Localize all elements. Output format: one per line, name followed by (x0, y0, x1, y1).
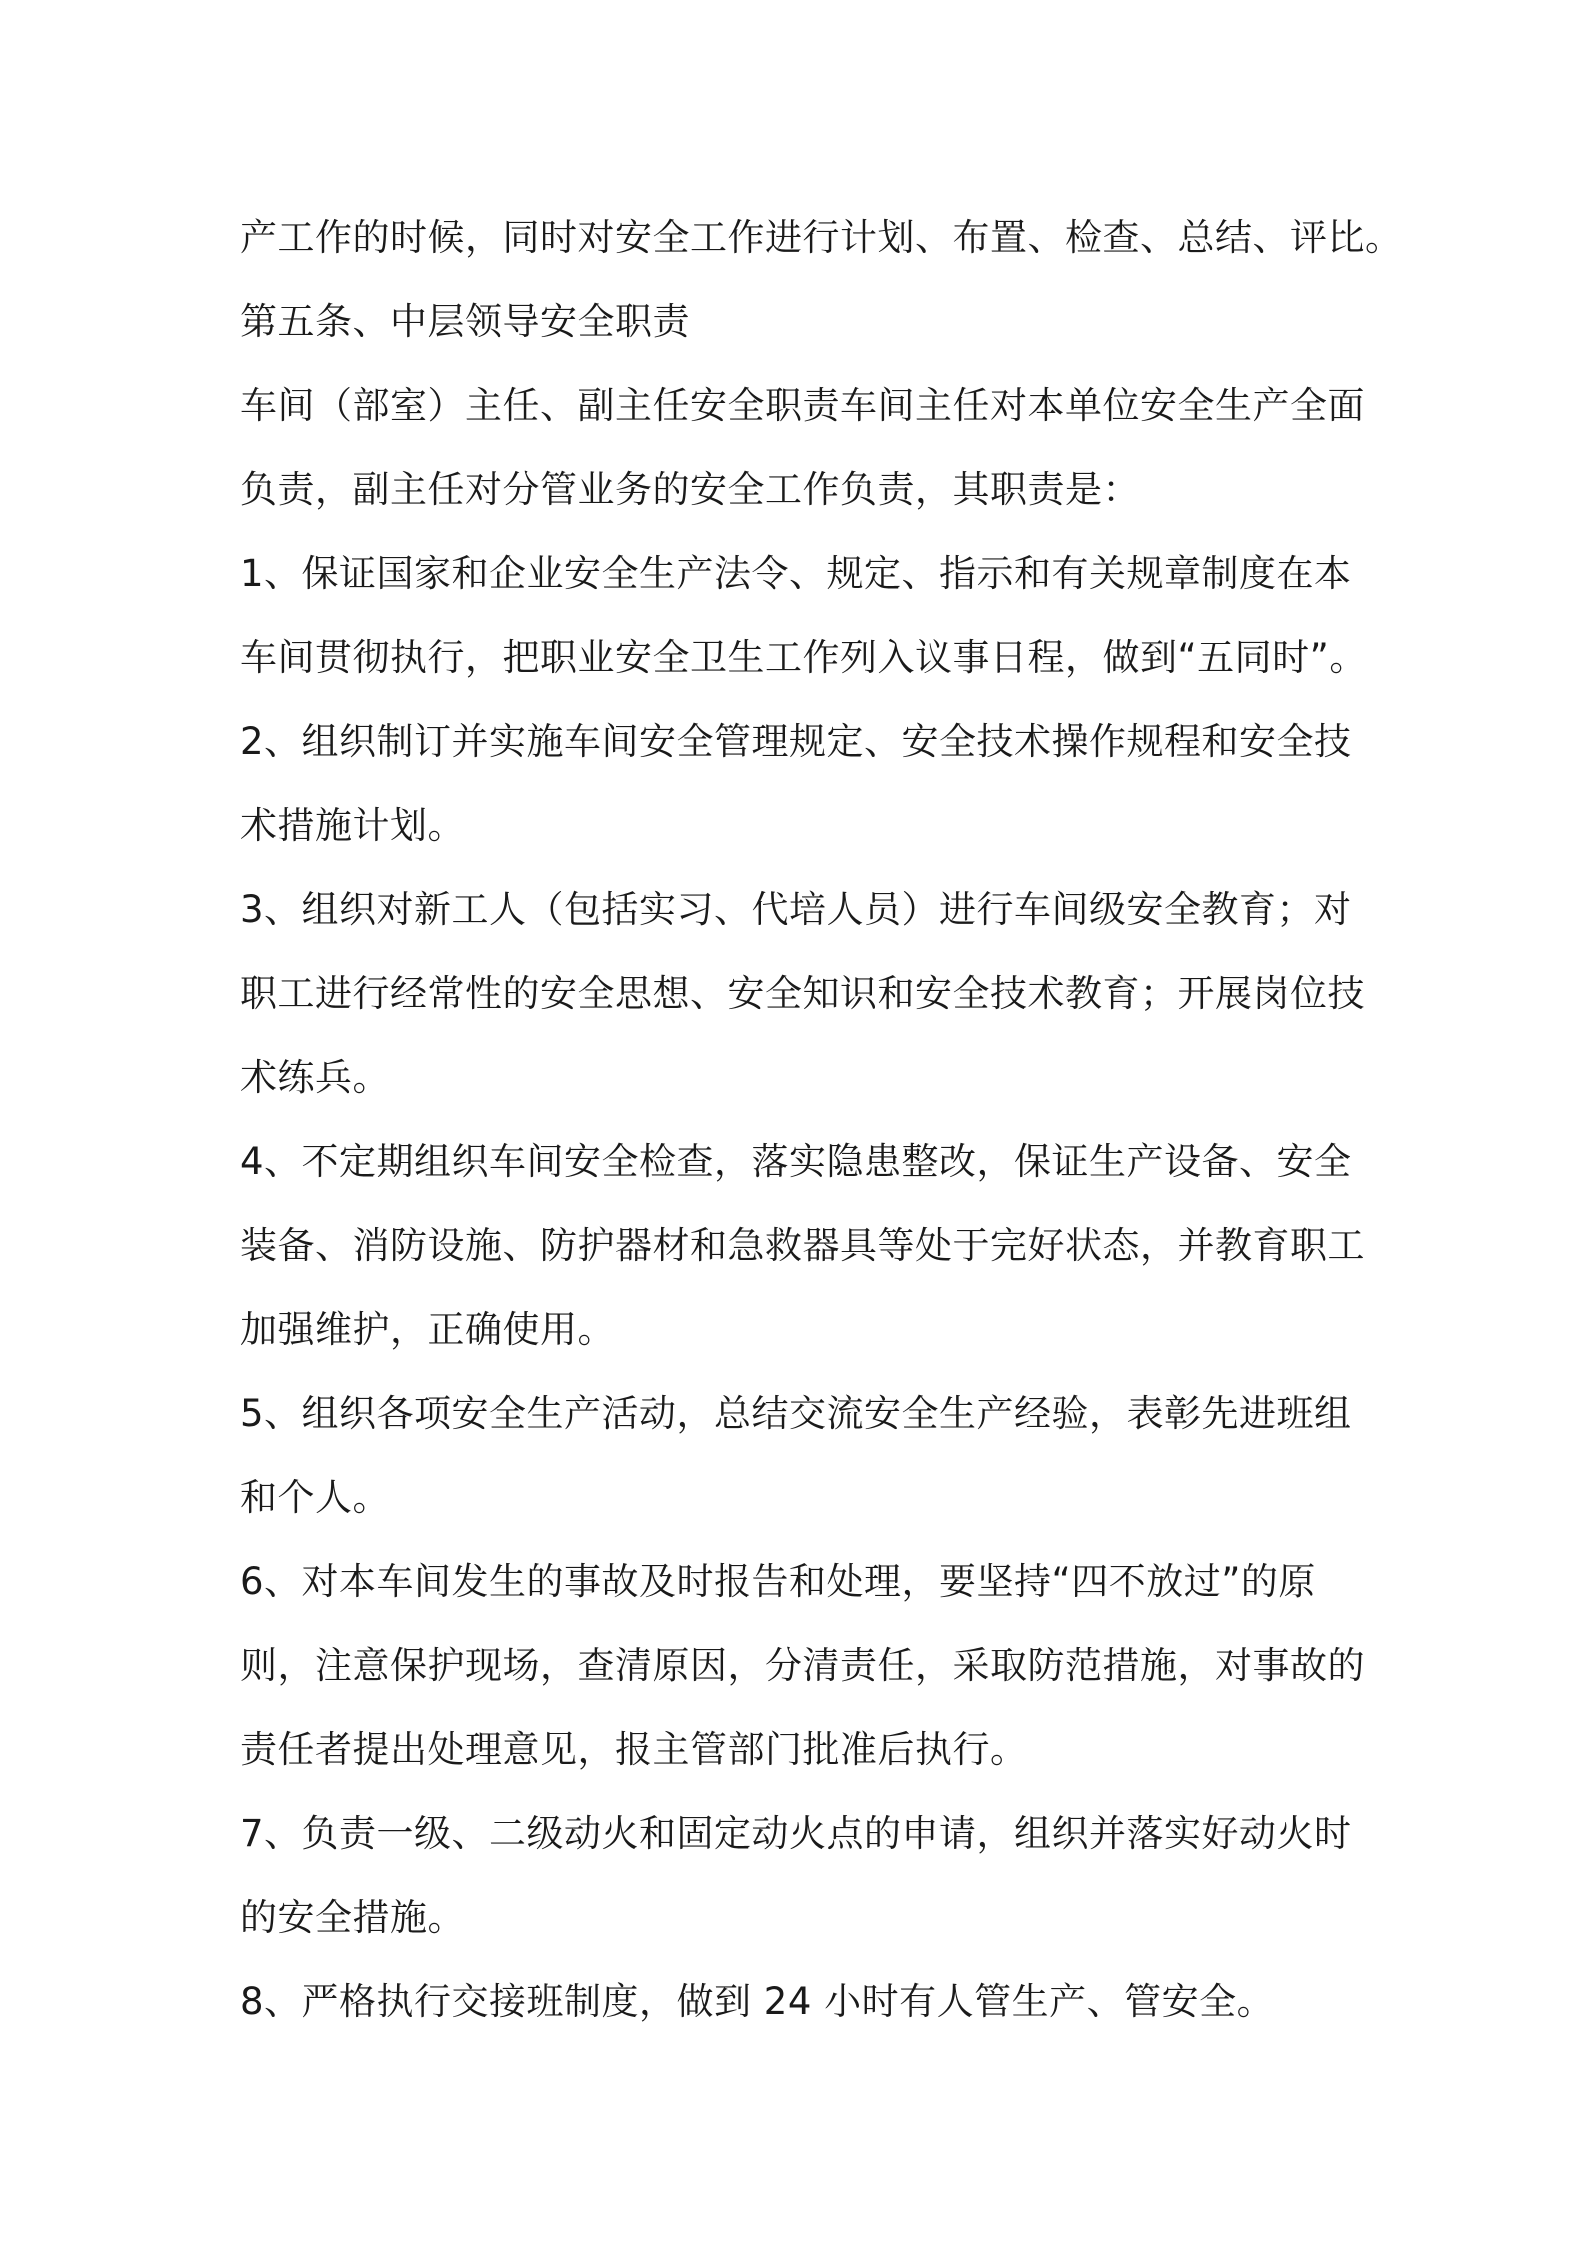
list-item-6-line: 6、对本车间发生的事故及时报告和处理，要坚持“四不放过”的原 (240, 1560, 1316, 1603)
list-item-6-line: 责任者提出处理意见，报主管部门批准后执行。 (240, 1728, 1028, 1771)
list-item-1-line: 1、保证国家和企业安全生产法令、规定、指示和有关规章制度在本 (240, 552, 1352, 595)
list-item-2-line: 2、组织制订并实施车间安全管理规定、安全技术操作规程和安全技 (240, 720, 1352, 763)
list-item-4-line: 加强维护，正确使用。 (240, 1308, 615, 1351)
text-line: 车间（部室）主任、副主任安全职责车间主任对本单位安全生产全面 (240, 384, 1365, 427)
list-item-2-line: 术措施计划。 (240, 804, 465, 847)
list-item-3-line: 职工进行经常性的安全思想、安全知识和安全技术教育；开展岗位技 (240, 972, 1365, 1015)
list-item-3-line: 术练兵。 (240, 1056, 390, 1099)
text-line: 负责，副主任对分管业务的安全工作负责，其职责是： (240, 468, 1140, 511)
document-body (240, 196, 1403, 2044)
section-heading: 第五条、中层领导安全职责 (240, 300, 690, 343)
list-item-5-line: 和个人。 (240, 1476, 390, 1519)
list-item-6-line: 则，注意保护现场，查清原因，分清责任，采取防范措施，对事故的 (240, 1644, 1365, 1687)
list-item-5-line: 5、组织各项安全生产活动，总结交流安全生产经验，表彰先进班组 (240, 1392, 1352, 1435)
list-item-7-line: 的安全措施。 (240, 1896, 465, 1939)
list-item-1-line: 车间贯彻执行，把职业安全卫生工作列入议事日程，做到“五同时”。 (240, 636, 1367, 679)
list-item-4-line: 装备、消防设施、防护器材和急救器具等处于完好状态，并教育职工 (240, 1224, 1365, 1267)
list-item-8-line: 8、严格执行交接班制度，做到 24 小时有人管生产、管安全。 (240, 1980, 1275, 2023)
text-line: 产工作的时候，同时对安全工作进行计划、布置、检查、总结、评比。 (240, 216, 1403, 259)
list-item-3-line: 3、组织对新工人（包括实习、代培人员）进行车间级安全教育；对 (240, 888, 1352, 931)
list-item-7-line: 7、负责一级、二级动火和固定动火点的申请，组织并落实好动火时 (240, 1812, 1352, 1855)
list-item-4-line: 4、不定期组织车间安全检查，落实隐患整改，保证生产设备、安全 (240, 1140, 1352, 1183)
